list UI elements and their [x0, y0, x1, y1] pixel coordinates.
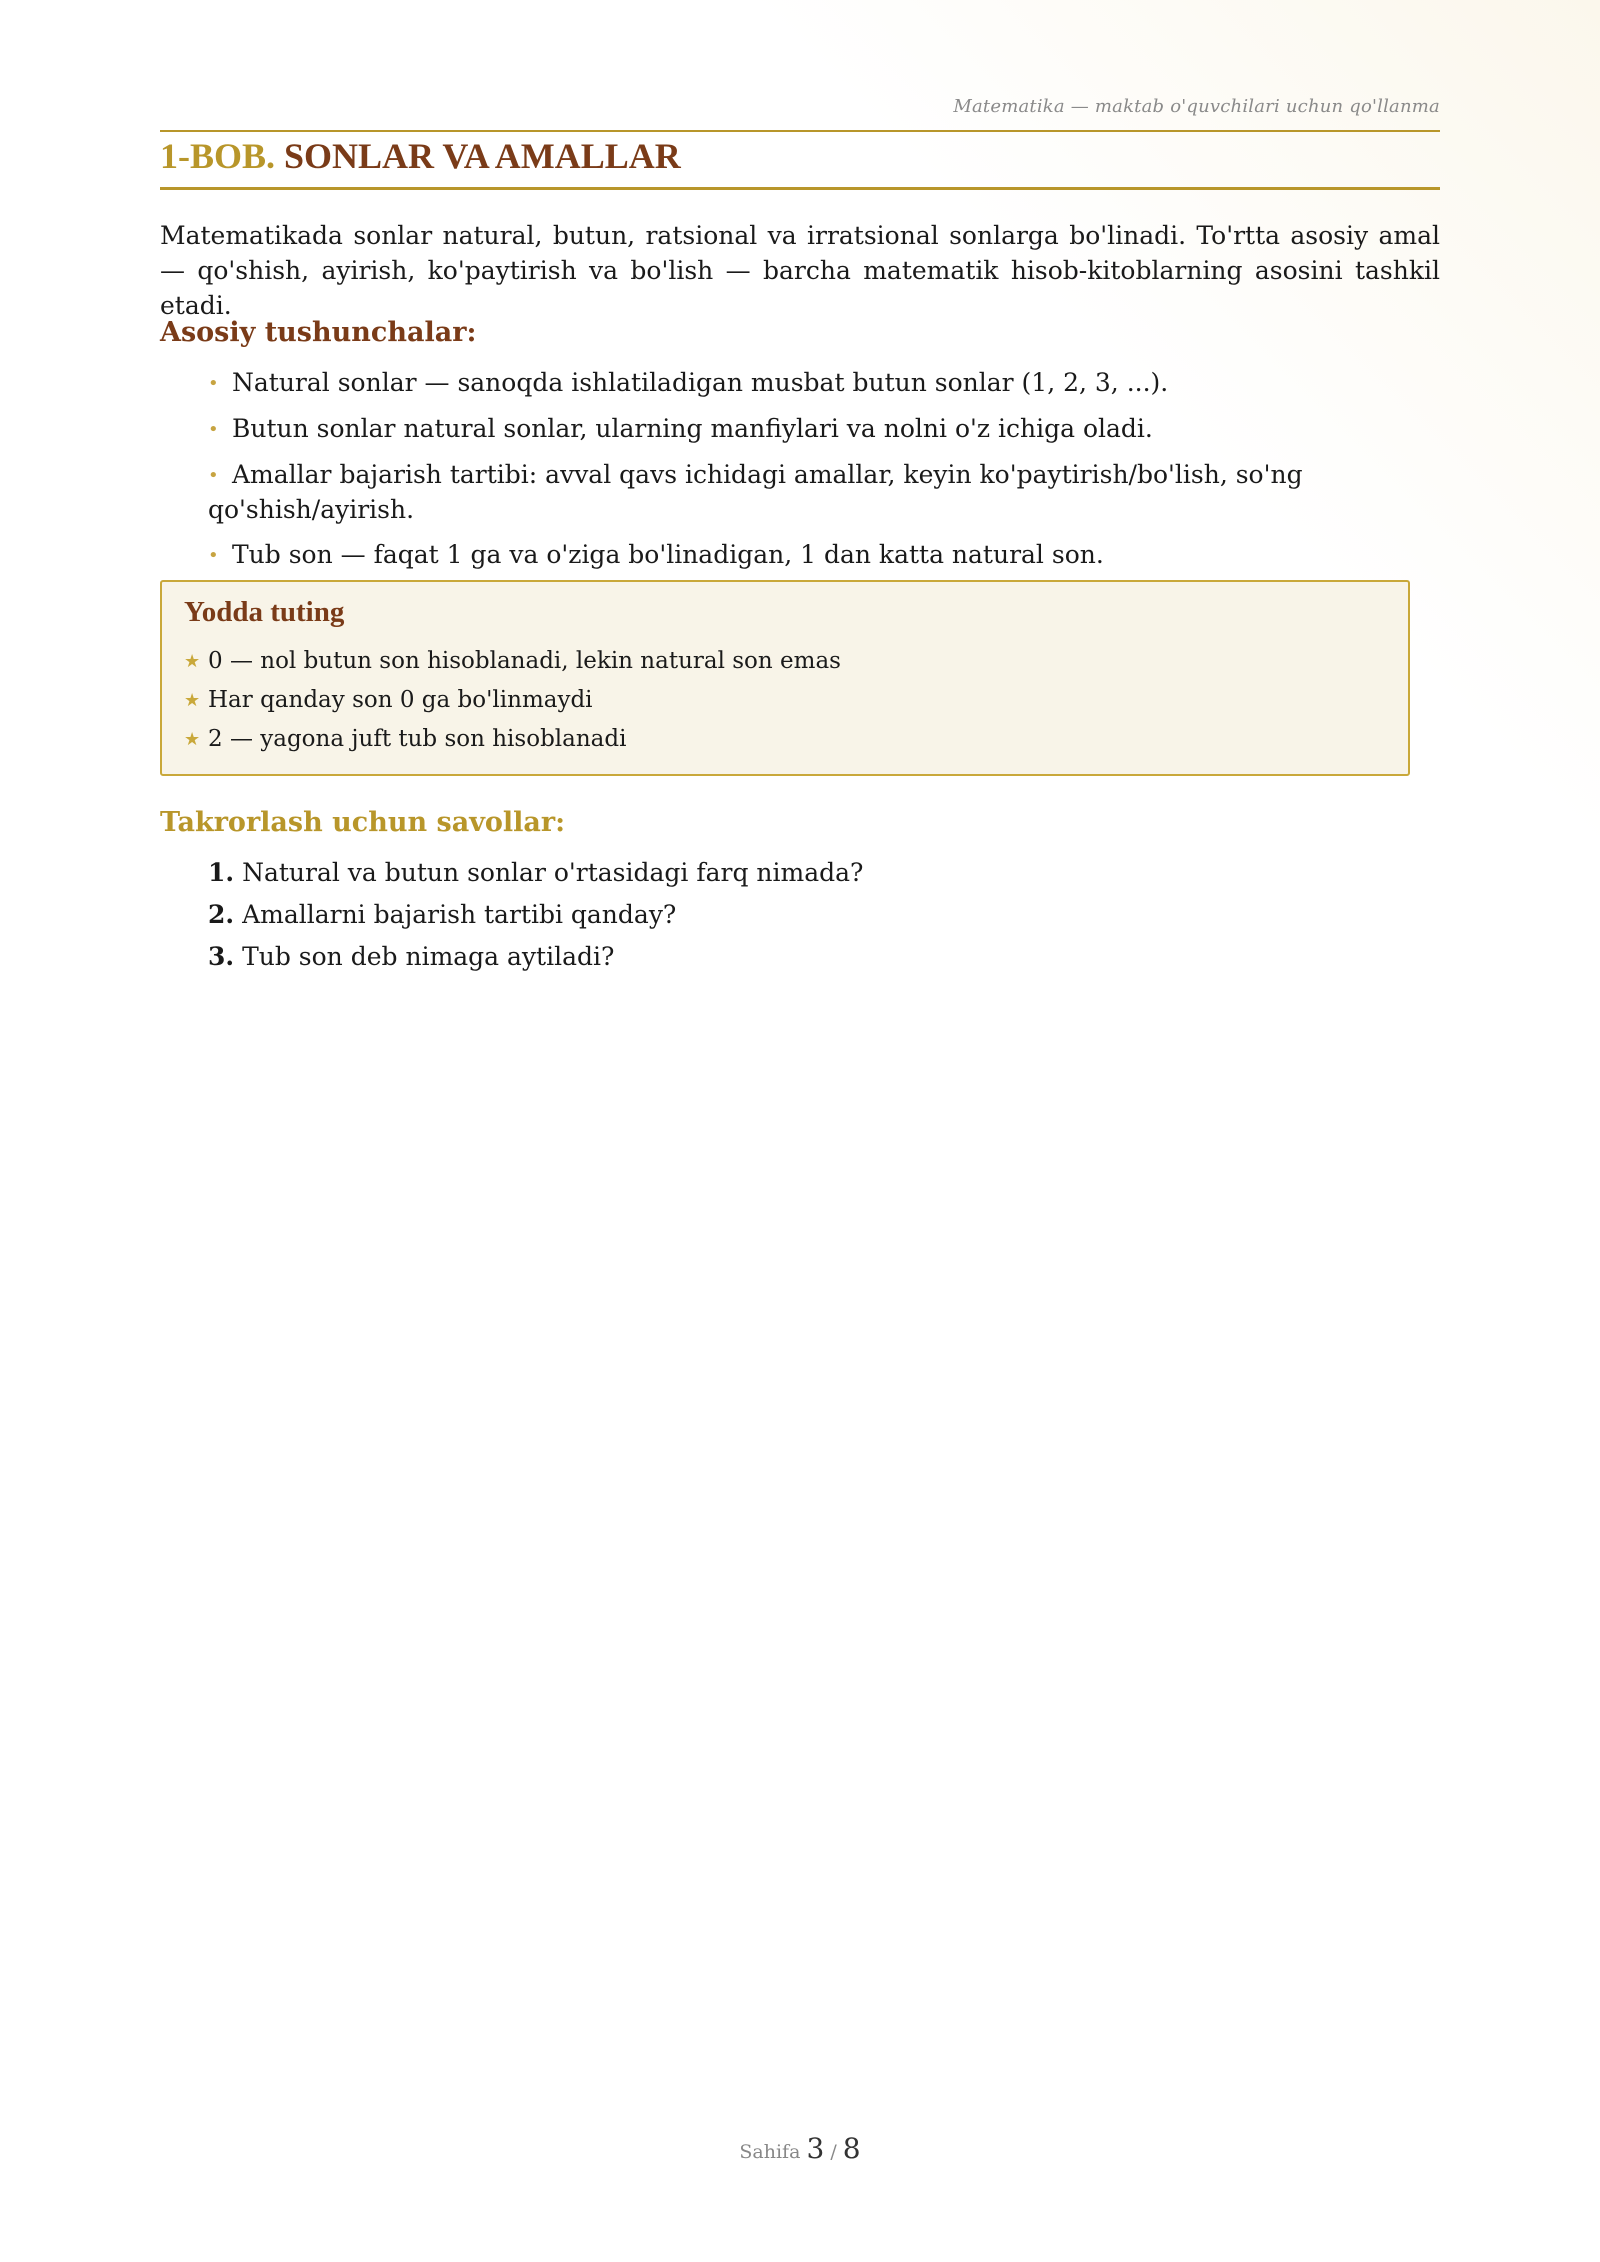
- question-text: Amallarni bajarish tartibi qanday?: [242, 900, 677, 929]
- remember-title: Yodda tuting: [184, 596, 345, 628]
- concept-text: Amallar bajarish tartibi: avval qavs ichidagi amallar, keyin ko'paytirish/bo'lish, so'ng qo'shish/ayirish.: [208, 460, 1303, 524]
- list-item: [208, 458, 1308, 527]
- question-number: 3.: [208, 942, 235, 971]
- remember-text: Har qanday son 0 ga bo'linmaydi: [208, 687, 593, 713]
- concept-text: Natural sonlar — sanoqda ishlatiladigan musbat butun sonlar (1, 2, 3, ...).: [232, 368, 1169, 397]
- page-number-footer: [0, 2132, 1600, 2165]
- concept-text: Butun sonlar natural sonlar, ularning manfiylari va nolni o'z ichiga oladi.: [232, 414, 1153, 443]
- question-text: Natural va butun sonlar o'rtasidagi farq nimada?: [242, 858, 864, 887]
- chapter-title-text: SONLAR VA AMALLAR: [284, 136, 681, 176]
- header-rule: [160, 130, 1440, 132]
- remember-box: [160, 580, 1410, 776]
- bullet-icon: •: [208, 545, 219, 566]
- page-label: Sahifa: [739, 2141, 801, 2163]
- list-item: [208, 894, 863, 936]
- review-heading: Takrorlash uchun savollar:: [160, 807, 566, 838]
- total-pages: 8: [842, 2132, 861, 2165]
- question-number: 2.: [208, 900, 235, 929]
- bullet-icon: •: [208, 373, 219, 394]
- list-item: [184, 720, 841, 759]
- bullet-icon: •: [208, 465, 219, 486]
- question-number: 1.: [208, 858, 235, 887]
- list-item: [208, 538, 1308, 573]
- chapter-title: [160, 136, 681, 176]
- star-icon: ★: [184, 690, 201, 711]
- list-item: [208, 852, 863, 894]
- remember-text: 0 — nol butun son hisoblanadi, lekin natural son emas: [208, 648, 841, 674]
- running-header: Matematika — maktab o'quvchilari uchun qo'llanma: [953, 96, 1440, 117]
- list-item: [184, 681, 841, 720]
- remember-text: 2 — yagona juft tub son hisoblanadi: [208, 726, 627, 752]
- page-separator: /: [830, 2141, 837, 2163]
- star-icon: ★: [184, 651, 201, 672]
- question-text: Tub son deb nimaga aytiladi?: [242, 942, 615, 971]
- concepts-heading: Asosiy tushunchalar:: [160, 317, 477, 348]
- list-item: [208, 366, 1308, 401]
- intro-paragraph: Matematikada sonlar natural, butun, ratsional va irratsional sonlarga bo'linadi. To'rtta asosiy amal — qo'shish, ayirish, ko'paytirish va bo'lish — barcha matematik hisob-kitoblarning asosini tashkil etadi.: [160, 221, 1440, 320]
- concepts-list: [208, 366, 1308, 584]
- chapter-title-rule: [160, 187, 1440, 190]
- chapter-number: 1-BOB.: [160, 136, 276, 176]
- list-item: [208, 412, 1308, 447]
- bullet-icon: •: [208, 419, 219, 440]
- current-page: 3: [806, 2132, 825, 2165]
- star-icon: ★: [184, 729, 201, 750]
- list-item: [184, 642, 841, 681]
- list-item: [208, 936, 863, 978]
- remember-list: [184, 642, 841, 759]
- concept-text: Tub son — faqat 1 ga va o'ziga bo'linadigan, 1 dan katta natural son.: [232, 540, 1104, 569]
- review-list: [208, 852, 863, 978]
